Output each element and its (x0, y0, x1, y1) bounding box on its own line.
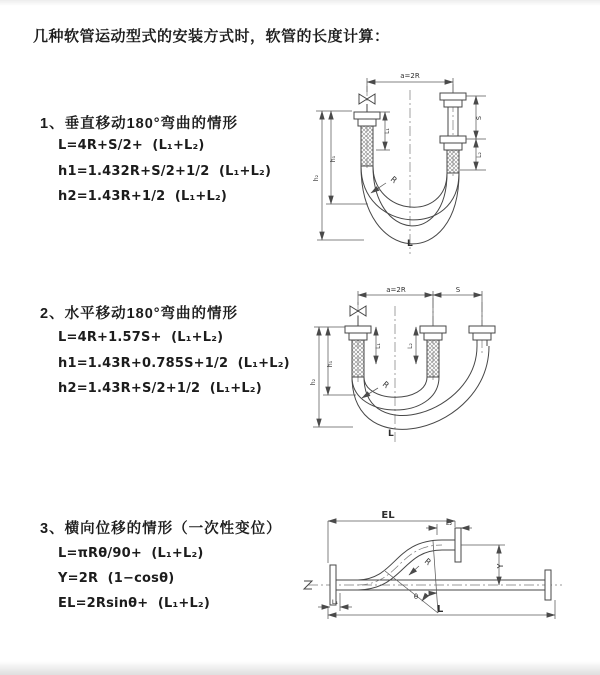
dim-label-l: L (407, 239, 413, 249)
dim-label-h2: h₂ (313, 174, 320, 182)
dim-label-r: R (380, 379, 391, 391)
dim-label-r: R (388, 174, 399, 186)
dim-label-a2r: a=2R (400, 72, 420, 80)
section-1-formula-L: L=4R+S/2+ (L₁+L₂) (58, 138, 205, 153)
section-3-formula-EL: EL=2Rsinθ+ (L₁+L₂) (58, 596, 210, 611)
scan-artifact-top (0, 0, 600, 6)
diagram-horizontal-180-bend (308, 282, 593, 454)
dim-label-h1: h₁ (330, 155, 337, 163)
dim-label-theta: θ (413, 593, 419, 601)
dimension-lines (313, 291, 482, 427)
dim-label-h1: h₁ (327, 360, 334, 368)
section-1-formula-h1: h1=1.432R+S/2+1/2 (L₁+L₂) (58, 164, 272, 179)
dim-label-l1: L₁ (384, 128, 391, 134)
section-3-formula-L: L=πRθ/90+ (L₁+L₂) (58, 546, 204, 561)
section-1-heading: 1、垂直移动180°弯曲的情形 (40, 116, 239, 132)
scan-artifact-bottom (0, 661, 600, 675)
centerlines (367, 84, 453, 254)
dim-label-l: L (436, 604, 444, 615)
section-2-formula-h1: h1=1.43R+0.785S+1/2 (L₁+L₂) (58, 356, 290, 371)
section-2-formula-h2: h2=1.43R+S/2+1/2 (L₁+L₂) (58, 381, 262, 396)
section-2-heading: 2、水平移动180°弯曲的情形 (40, 306, 239, 322)
centerlines (358, 298, 482, 442)
dim-label-l2: L₂ (445, 519, 453, 527)
page-title: 几种软管运动型式的安装方式时，软管的长度计算： (33, 28, 390, 45)
left-pipe-fittings (354, 112, 380, 166)
left-pipe-fittings (345, 326, 371, 377)
dim-label-r: R (422, 556, 433, 568)
valve-icon (359, 94, 375, 112)
hose-u-bends (352, 346, 489, 429)
dim-label-s: S (475, 115, 483, 121)
section-1-formula-h2: h2=1.43R+1/2 (L₁+L₂) (58, 189, 227, 204)
dim-label-s: S (455, 286, 461, 294)
dim-label-h2: h₂ (310, 378, 317, 386)
diagram-lateral-displacement (300, 505, 595, 630)
dim-label-a2r: a=2R (386, 286, 406, 294)
dim-label-y: Y (496, 563, 505, 569)
dim-label-l: L (388, 429, 394, 439)
diagram-vertical-180-bend (308, 66, 580, 261)
dim-label-l2: L₂ (407, 343, 414, 349)
dim-label-el: EL (381, 510, 395, 521)
dim-label-l1: L₁ (375, 343, 382, 349)
section-3-heading: 3、横向位移的情形（一次性变位） (40, 521, 282, 537)
section-3-formula-Y: Y=2R (1−cosθ) (58, 571, 175, 586)
dim-label-l2: L₂ (476, 152, 483, 158)
dim-label-l1: L₁ (331, 598, 339, 606)
upper-right-flange (442, 528, 461, 562)
lower-right-flange (545, 570, 551, 600)
section-2-formula-L: L=4R+1.57S+ (L₁+L₂) (58, 330, 224, 345)
middle-pipe-fittings (420, 326, 446, 377)
